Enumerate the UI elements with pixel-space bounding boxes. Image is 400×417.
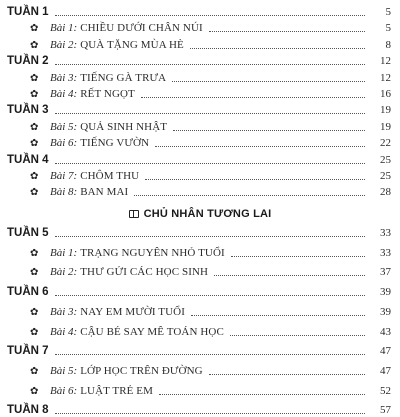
toc-week-row: [0, 401, 400, 417]
flower-icon: ✿: [30, 187, 39, 199]
dot-leader: [172, 81, 365, 82]
dot-leader: [155, 146, 365, 147]
toc-lesson-row: [0, 69, 400, 85]
lesson-number: Bài 6:: [50, 384, 78, 397]
lesson-number: Bài 3:: [50, 71, 78, 84]
toc-week-row: [0, 342, 400, 358]
toc-lesson-row: [0, 118, 400, 134]
toc-lesson-row: [0, 183, 400, 199]
lesson-number: Bài 4:: [50, 325, 78, 338]
lesson-title: THƯ GỬI CÁC HỌC SINH: [80, 266, 209, 279]
page-number: 39: [380, 305, 391, 318]
toc-week-row: [0, 52, 400, 68]
toc-lesson-row: [0, 303, 400, 319]
lesson-title: CHIỀU DƯỚI CHÂN NÚI: [80, 22, 203, 35]
dot-leader: [55, 113, 365, 114]
toc-week-row: [0, 224, 400, 240]
lesson-number: Bài 1:: [50, 22, 78, 35]
page-number: 37: [380, 266, 391, 279]
flower-icon: ✿: [30, 365, 39, 377]
dot-leader: [231, 256, 365, 257]
toc-week-row: [0, 3, 400, 19]
lesson-number: Bài 8:: [50, 186, 78, 199]
lesson-title: LỚP HỌC TRÊN ĐƯỜNG: [80, 364, 203, 377]
page-number: 33: [380, 246, 391, 259]
lesson-number: Bài 2:: [50, 38, 78, 51]
week-label: TUẦN 1: [7, 6, 49, 18]
toc-lesson-row: [0, 167, 400, 183]
week-label: TUẦN 7: [7, 345, 49, 358]
lesson-number: Bài 2:: [50, 266, 78, 279]
flower-icon: ✿: [30, 385, 39, 397]
dot-leader: [191, 315, 365, 316]
flower-icon: ✿: [30, 247, 39, 259]
flower-icon: ✿: [30, 39, 39, 51]
week-label: TUẦN 6: [7, 286, 49, 299]
dot-leader: [55, 236, 365, 237]
lesson-number: Bài 5:: [50, 120, 78, 133]
lesson-title: QUẢ SINH NHẬT: [80, 120, 168, 133]
lesson-title: CHÔM THU: [80, 170, 140, 182]
lesson-title: BAN MAI: [80, 186, 129, 199]
lesson-title: LUẬT TRẺ EM: [80, 384, 154, 397]
toc-lesson-row: [0, 36, 400, 52]
toc-lesson-row: [0, 362, 400, 378]
toc-lesson-row: [0, 85, 400, 101]
dot-leader: [145, 179, 365, 180]
week-label: TUẦN 4: [7, 153, 49, 166]
page-number: 28: [380, 186, 391, 199]
flower-icon: ✿: [30, 72, 39, 84]
lesson-number: Bài 4:: [50, 88, 78, 100]
toc-lesson-row: [0, 323, 400, 339]
toc-week-row: [0, 101, 400, 117]
lesson-title: RẾT NGỌT: [80, 88, 135, 100]
flower-icon: ✿: [30, 89, 39, 100]
page-number: 16: [380, 88, 391, 100]
toc-lesson-row: [0, 134, 400, 150]
page-number: 33: [380, 227, 391, 239]
flower-icon: ✿: [30, 121, 39, 133]
dot-leader: [230, 335, 365, 336]
page-number: 12: [380, 55, 391, 68]
week-label: TUẦN 8: [7, 404, 49, 417]
week-label: TUẦN 2: [7, 55, 49, 68]
page-number: 5: [385, 22, 391, 35]
dot-leader: [55, 354, 365, 355]
lesson-title: TIẾNG GÀ TRƯA: [80, 71, 167, 84]
page-number: 22: [380, 137, 391, 150]
dot-leader: [134, 195, 365, 196]
dot-leader: [214, 275, 365, 276]
page-number: 19: [380, 120, 391, 133]
lesson-number: Bài 5:: [50, 364, 78, 377]
lesson-title: QUÀ TẶNG MÙA HÈ: [80, 38, 184, 51]
toc-week-row: [0, 283, 400, 299]
page-number: 43: [380, 325, 391, 338]
lesson-number: Bài 7:: [50, 170, 78, 182]
flower-icon: ✿: [30, 23, 39, 35]
dot-leader: [55, 15, 365, 16]
page-number: 8: [385, 38, 391, 51]
lesson-number: Bài 6:: [50, 137, 78, 150]
lesson-number: Bài 3:: [50, 305, 78, 318]
flower-icon: ✿: [30, 326, 39, 338]
week-label: TUẦN 3: [7, 104, 49, 117]
page-number: 39: [380, 286, 391, 299]
dot-leader: [209, 31, 365, 32]
page-number: 47: [380, 364, 391, 377]
flower-icon: ✿: [30, 138, 39, 150]
page-number: 25: [380, 153, 391, 166]
toc-week-row: [0, 151, 400, 167]
page-number: 12: [380, 71, 391, 84]
section-title: CHỦ NHÂN TƯƠNG LAI: [143, 208, 272, 220]
dot-leader: [55, 295, 365, 296]
lesson-title: TRẠNG NGUYÊN NHỎ TUỔI: [80, 246, 225, 259]
toc-lesson-row: [0, 382, 400, 398]
book-icon: [129, 210, 139, 218]
page-number: 47: [380, 345, 391, 358]
lesson-title: CẬU BÉ SAY MÊ TOÁN HỌC: [80, 325, 224, 338]
dot-leader: [55, 64, 365, 65]
toc-lesson-row: [0, 263, 400, 279]
page-number: 19: [380, 104, 391, 117]
dot-leader: [159, 394, 365, 395]
flower-icon: ✿: [30, 171, 39, 182]
dot-leader: [173, 130, 365, 131]
week-label: TUẦN 5: [7, 227, 49, 239]
flower-icon: ✿: [30, 306, 39, 318]
dot-leader: [209, 374, 365, 375]
flower-icon: ✿: [30, 267, 39, 279]
toc-lesson-row: [0, 244, 400, 260]
section-heading: [0, 206, 400, 222]
lesson-number: Bài 1:: [50, 246, 78, 259]
dot-leader: [190, 48, 365, 49]
dot-leader: [55, 163, 365, 164]
page-number: 5: [385, 6, 391, 18]
dot-leader: [141, 97, 365, 98]
page-number: 57: [380, 404, 391, 417]
lesson-title: TIẾNG VƯỜN: [80, 137, 150, 150]
lesson-title: NAY EM MƯỜI TUỔI: [80, 305, 185, 318]
dot-leader: [55, 413, 365, 414]
toc-lesson-row: [0, 19, 400, 35]
page-number: 25: [380, 170, 391, 182]
page-number: 52: [380, 384, 391, 397]
